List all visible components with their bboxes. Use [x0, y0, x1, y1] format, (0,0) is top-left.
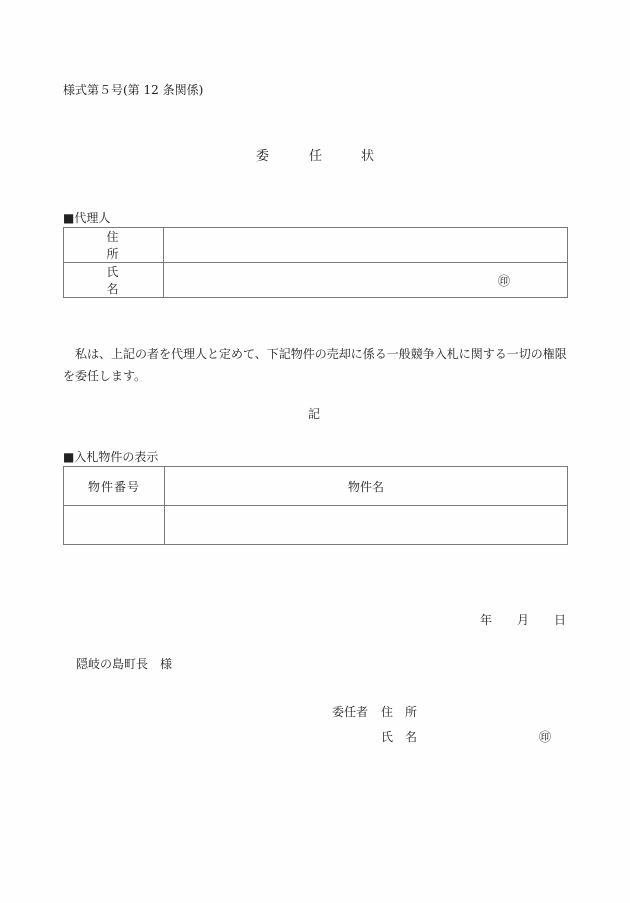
title-char: 任: [309, 149, 323, 164]
document-title: [0, 145, 630, 163]
ki-marker: 記: [308, 407, 321, 421]
seal-icon: ㊞: [539, 730, 552, 744]
property-table: [63, 466, 568, 545]
property-name-field[interactable]: [165, 506, 568, 545]
delegation-statement: 私は、上記の者を代理人と定めて、下記物件の売却に係る一般競争入札に関する一切の権限を委任します。: [63, 347, 567, 383]
column-header-property-number: 物件番号: [64, 467, 165, 506]
delegator-label: 委任者: [332, 705, 369, 719]
column-header-property-name: 物件名: [165, 467, 568, 506]
title-char: 委: [256, 149, 270, 164]
agent-section-heading: ■代理人: [63, 211, 111, 225]
delegator-name-label: 氏 名: [381, 730, 418, 744]
table-row: [64, 506, 568, 545]
agent-table: [63, 227, 568, 298]
property-number-field[interactable]: [64, 506, 165, 545]
date-year: 年: [480, 613, 493, 627]
agent-address-field[interactable]: [164, 228, 568, 263]
seal-icon: ㊞: [498, 274, 511, 288]
property-section-heading: ■入札物件の表示: [63, 450, 159, 464]
date-day: 日: [554, 613, 567, 627]
title-char: 状: [361, 149, 375, 164]
name-label: 氏 名: [64, 263, 164, 298]
agent-address-row: [64, 228, 568, 263]
agent-name-field[interactable]: [164, 263, 568, 298]
form-number: 様式第５号(第 12 条関係): [63, 83, 204, 97]
property-header-row: [64, 467, 568, 506]
delegator-address-label: 住 所: [381, 705, 418, 719]
date-month: 月: [517, 613, 530, 627]
addressee: 隠岐の島町長 様: [76, 657, 173, 671]
address-label: 住 所: [64, 228, 164, 263]
agent-name-row: [64, 263, 568, 298]
